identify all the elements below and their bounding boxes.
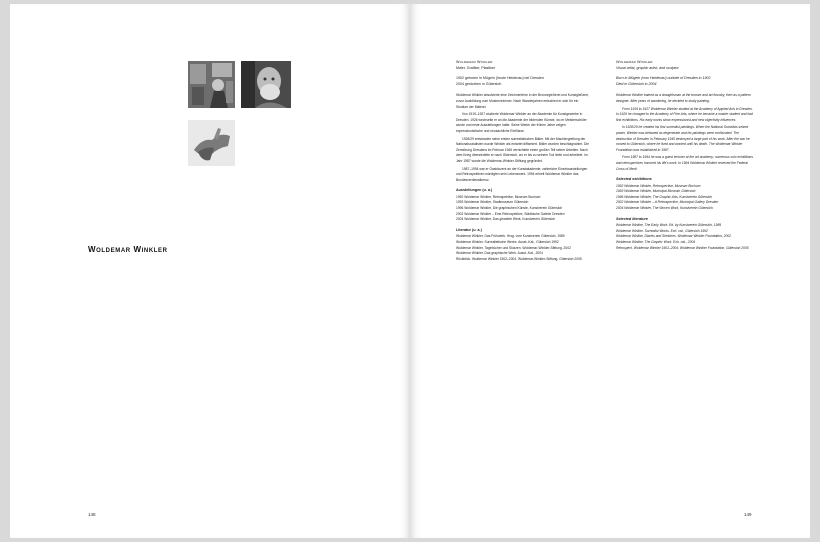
english-exhibition-item: 1992 Woldemar Winkler, Retrospective, Museum Bochum <box>616 183 701 188</box>
english-literature-item: Woldemar Winkler, Diaries and Sketches. Woldemar Winkler Foundation, 2002 <box>616 234 732 239</box>
english-paragraph: From 1919 to 1927 Woldemar Winkler studied at the Academy of Applied Arts in Dresden. In 1926 he changed to the Academy of Fine Arts, where he became a master student and had first exhibitions. His early works show expressionist and new objectivity influences. <box>616 106 753 122</box>
german-exhibition-item: 1993 Woldemar Winkler, Stadtmuseum Gütersloh <box>456 200 529 205</box>
photo-hands <box>188 120 235 166</box>
english-date-death: Died in Gütersloh in 2004 <box>616 81 657 86</box>
english-date-birth: Born in Mügeln (now Heidenau) outside of Dresden in 1902 <box>616 76 711 81</box>
page-number-right: 149 <box>744 512 752 517</box>
english-dates <box>616 76 754 87</box>
english-exhibition-item: 2004 Woldemar Winkler, The Woven Work, Kunstverein Gütersloh <box>616 206 713 211</box>
german-literature-item: Woldemar Winkler, Tagebücher und Skizzen. Woldemar-Winkler-Stiftung, 2002 <box>456 245 571 250</box>
german-paragraph: 1987–1994 war er Gastdozent an der Kunstakademie; zahlreiche Einzelausstellungen und Retrospektiven würdigten sein Lebenswerk. 1994 erhielt Woldemar Winkler das Bundesverdienstkreuz. <box>456 166 588 182</box>
photo-hands-image <box>188 120 235 166</box>
german-dates <box>456 76 590 87</box>
english-exhibition-item: 1996 Woldemar Winkler, The Graphic Arts, Kunstverein Gütersloh <box>616 194 713 199</box>
page-number-left: 148 <box>88 512 96 517</box>
book-spread <box>10 4 810 538</box>
german-paragraph: Woldemar Winkler absolvierte eine Zeichnerlehre in der Bronzegießerei und Kunstgießerei, zuvor Ausbildung zum Musterzeichner. Nach Wanderjahren entschied er sich für ein Studium der Malerei. <box>456 93 589 109</box>
photo-artist-portrait-image <box>241 61 291 108</box>
german-date-birth: 1902 geboren in Mügeln (heute Heidenau) bei Dresden <box>456 76 544 81</box>
artist-heading: Woldemar Winkler <box>88 245 168 254</box>
english-column <box>616 60 754 251</box>
german-subtitle: Maler, Grafiker, Plastiker <box>456 65 496 70</box>
english-exhibition-item: 1993 Woldemar Winkler, Municipal Museum Gütersloh <box>616 189 696 194</box>
german-exhibition-item: 1996 Woldemar Winkler, Die graphischen Künste, Kunstverein Gütersloh <box>456 206 563 211</box>
english-subtitle: Visual artist, graphic artist, and sculptor <box>616 65 679 70</box>
english-literature-item: Retrospect. Woldemar Winkler 1902–2004. Woldemar Winkler Foundation, Gütersloh 2005 <box>616 245 749 250</box>
photo-artist-studio <box>188 61 235 108</box>
right-page <box>410 4 810 538</box>
english-paragraph: In 1928/29 he created his first surrealist paintings. When the National Socialists seized power, Winkler was defamed as degenerate and his paintings were confiscated. The destruction of Dresden in February 1945 destroyed a large part of his work. After the war he moved to Gütersloh, where he lived and worked until his death. The Woldemar Winkler Foundation was established in 1987. <box>616 125 750 152</box>
german-literature-item: Woldemar Winkler, Das Frühwerk. Hrsg. vom Kunstverein Gütersloh, 1989 <box>456 234 565 239</box>
german-exhibition-item: 2002 Woldemar Winkler – Eine Retrospektive, Städtische Galerie Dresden <box>456 211 565 216</box>
german-literature-item: Woldemar Winkler, Das graphische Werk. Ausst.-Kat., 2004 <box>456 251 543 256</box>
german-literature-title: Literatur (u. a.) <box>456 227 482 232</box>
photo-artist-portrait <box>241 61 291 108</box>
german-literature-item: Rückblick. Woldemar Winkler 1902–2004. Woldemar-Winkler-Stiftung, Gütersloh 2005 <box>456 256 582 261</box>
german-paragraph: Von 1919–1927 studierte Woldemar Winkler an der Akademie für Kunstgewerbe in Dresden. 1926 wechselte er an die Akademie der bildenden Künste, wo er Meisterschüler wurde und erste Ausstellungen hatte. Seine Werke der frühen Jahre zeigen expressionistische und neusachliche Einflüsse. <box>456 112 587 133</box>
photo-artist-studio-image <box>188 61 235 108</box>
english-paragraph: Woldemar Winkler trained as a draughtsman at the bronze and art foundry, then as a pattern designer. After years of wandering, he decided to study painting. <box>616 93 751 103</box>
english-kicker: Woldemar Winkler <box>616 60 653 64</box>
german-paragraph: 1928/29 entstanden seine ersten surrealistischen Bilder. Mit der Machtergreifung der Nationalsozialisten wurde Winkler als entartet diffamiert, Bilder wurden beschlagnahmt. Die Zerstörung Dresdens im Februar 1945 vernichtete einen großen Teil seiner Arbeiten. Nach dem Krieg übersiedelte er nach Gütersloh, wo er bis zu seinem Tod lebte und arbeitete. Im Jahr 1987 wurde die Woldemar-Winkler-Stiftung gegründet. <box>456 136 589 163</box>
german-exhibitions-title: Ausstellungen (u. a.) <box>456 188 493 193</box>
german-column <box>456 60 590 262</box>
left-page <box>10 4 410 538</box>
english-literature-item: Woldemar Winkler, The Early Work. Ed. by Kunstverein Gütersloh, 1989 <box>616 223 722 228</box>
german-kicker: Woldemar Winkler <box>456 60 493 64</box>
english-literature-item: Woldemar Winkler, The Graphic Work. Exh. cat., 2004 <box>616 240 696 245</box>
english-exhibition-item: 2002 Woldemar Winkler – A Retrospective, Municipal Gallery Dresden <box>616 200 719 205</box>
german-date-death: 2004 gestorben in Gütersloh <box>456 81 502 86</box>
german-exhibition-item: 2004 Woldemar Winkler, Das gewebte Werk, Kunstverein Gütersloh <box>456 217 556 222</box>
german-exhibition-item: 1992 Woldemar Winkler, Retrospektive, Museum Bochum <box>456 194 541 199</box>
english-literature-title: Selected literature <box>616 216 648 221</box>
english-paragraph: From 1987 to 1994 he was a guest lecturer at the art academy; numerous solo exhibitions and retrospectives honored his life's work. In 1994 Woldemar Winkler received the Federal Cross of Merit. <box>616 155 754 171</box>
english-exhibitions-title: Selected exhibitions <box>616 177 652 182</box>
german-literature-item: Woldemar Winkler. Surrealistische Werke. Ausst.-Kat., Gütersloh 1992 <box>456 240 559 245</box>
english-literature-item: Woldemar Winkler. Surrealist Works. Exh. cat., Gütersloh 1992 <box>616 228 708 233</box>
